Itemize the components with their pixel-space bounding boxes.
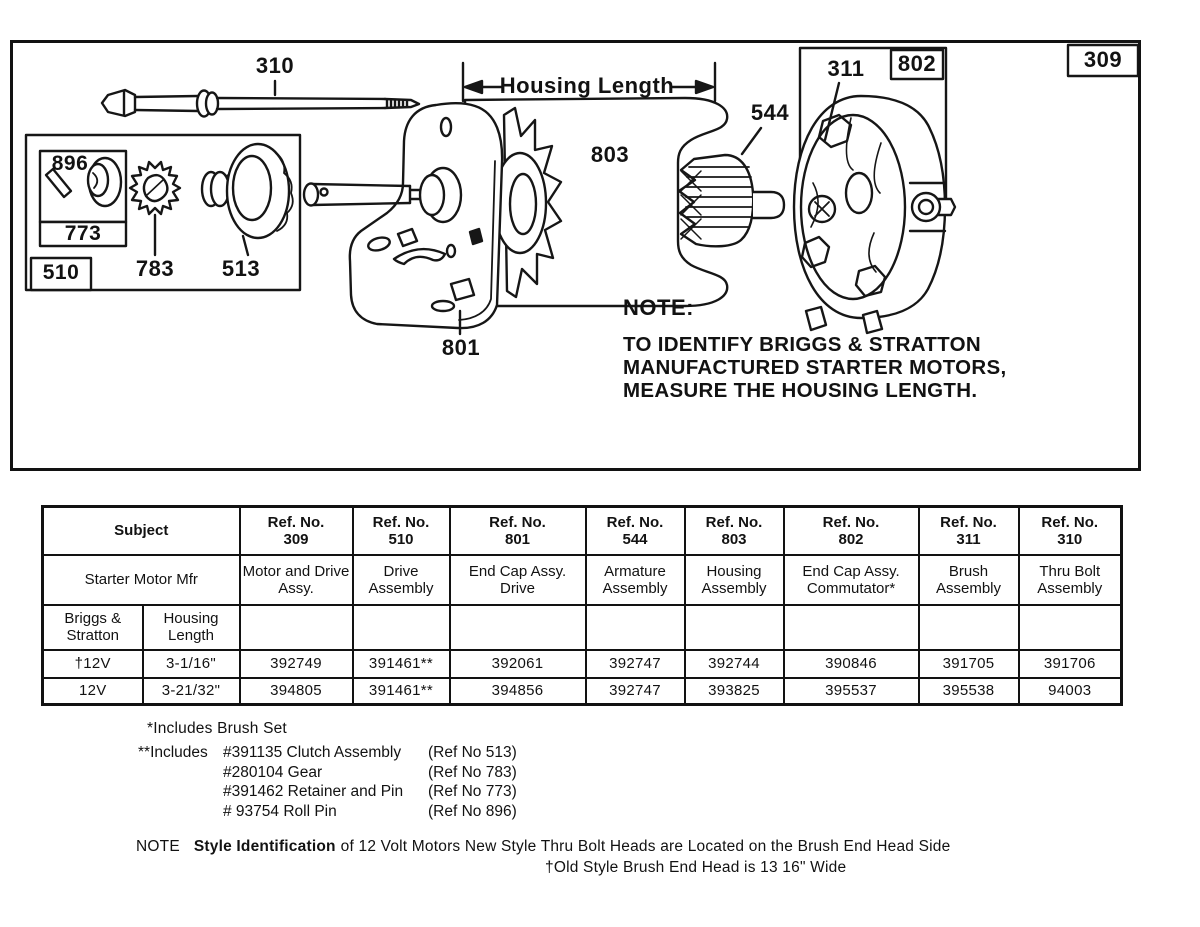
part-number-cell: 391705 — [919, 650, 1019, 678]
ref-label: Ref. No. — [822, 513, 880, 531]
note-line: TO IDENTIFY BRIGGS & STRATTON — [623, 333, 981, 356]
bottom-note-label: NOTE — [136, 838, 180, 855]
housing-length-cell: 3-1/16" — [143, 650, 240, 678]
housing-length-subheader: Housing Length — [143, 605, 240, 650]
table-row — [43, 678, 1122, 705]
ref-label: Ref. No. — [705, 513, 763, 531]
table-header-row — [43, 507, 1122, 555]
table-cell-empty — [586, 605, 685, 650]
col-desc-310: Thru Bolt Assembly — [1019, 555, 1122, 605]
footnote-ref: (Ref No 773) — [428, 783, 517, 800]
col-desc-309: Motor and Drive Assy. — [240, 555, 353, 605]
style-identification-note — [136, 838, 950, 856]
brush-end-cap-drawing — [794, 48, 955, 333]
identification-note — [623, 295, 1006, 402]
part-number-cell: 394805 — [240, 678, 353, 705]
col-desc-802: End Cap Assy. Commutator* — [784, 555, 919, 605]
table-description-row — [43, 555, 1122, 605]
note-line: MEASURE THE HOUSING LENGTH. — [623, 379, 978, 402]
thru-bolt-drawing — [102, 81, 419, 117]
old-style-note: †Old Style Brush End Head is 13 16" Wide — [545, 859, 847, 876]
table-cell-empty — [353, 605, 450, 650]
col-desc-544: Armature Assembly — [586, 555, 685, 605]
table-cell-empty — [450, 605, 586, 650]
ref-label: Ref. No. — [267, 513, 325, 531]
drive-end-cap-drawing — [304, 103, 502, 334]
ref-no: 544 — [622, 530, 648, 548]
footnote-part: # 93754 Roll Pin — [223, 802, 337, 820]
col-header-802 — [784, 507, 919, 555]
col-header-803 — [685, 507, 784, 555]
part-label-309: 309 — [1083, 47, 1123, 72]
ref-no: 510 — [388, 530, 414, 548]
part-number-cell: 392061 — [450, 650, 586, 678]
part-label-773: 773 — [64, 222, 102, 245]
bottom-note-text: of 12 Volt Motors New Style Thru Bolt Heads are Located on the Brush End Head Side — [340, 838, 951, 855]
col-header-311 — [919, 507, 1019, 555]
footnote-prefix-spacer — [138, 783, 223, 802]
part-label-510: 510 — [42, 261, 80, 284]
table-cell-empty — [1019, 605, 1122, 650]
part-number-cell: 94003 — [1019, 678, 1122, 705]
armature-drawing — [679, 128, 784, 246]
part-label-783: 783 — [135, 256, 175, 281]
part-number-cell: 392744 — [685, 650, 784, 678]
bottom-note-emphasis: Style Identification — [193, 838, 336, 855]
leader-544 — [742, 128, 761, 154]
part-label-896: 896 — [51, 152, 89, 175]
voltage-cell: 12V — [43, 678, 143, 705]
part-label-801: 801 — [441, 335, 481, 360]
col-header-309 — [240, 507, 353, 555]
col-desc-803: Housing Assembly — [685, 555, 784, 605]
ref-label: Ref. No. — [489, 513, 546, 531]
col-header-801 — [450, 507, 586, 555]
ref-no: 801 — [504, 530, 531, 548]
housing-length-label: Housing Length — [499, 73, 675, 98]
ref-no: 803 — [721, 530, 747, 548]
footnote-ref: (Ref No 783) — [428, 763, 517, 781]
exploded-diagram — [13, 43, 1138, 468]
dimension-arrow-right — [696, 81, 713, 93]
housing-length-cell: 3-21/32" — [143, 678, 240, 705]
table-cell-empty — [240, 605, 353, 650]
part-number-cell: 395538 — [919, 678, 1019, 705]
ref-label: Ref. No. — [606, 513, 664, 531]
part-number-cell: 391706 — [1019, 650, 1122, 678]
note-line: MANUFACTURED STARTER MOTORS, — [623, 356, 1007, 379]
ref-label: Ref. No. — [1041, 513, 1099, 531]
part-number-cell: 394856 — [450, 678, 586, 705]
dimension-arrow-left — [465, 81, 482, 93]
footnote-includes-block — [138, 744, 517, 821]
ref-label: Ref. No. — [372, 513, 430, 531]
part-number-cell: 390846 — [784, 650, 919, 678]
part-number-cell: 392749 — [240, 650, 353, 678]
ref-no: 309 — [283, 530, 309, 548]
ref-label: Ref. No. — [940, 513, 997, 531]
col-header-310 — [1019, 507, 1122, 555]
table-cell-empty — [919, 605, 1019, 650]
mfr-subheader: Briggs & Stratton — [43, 605, 143, 650]
table-row — [43, 650, 1122, 678]
note-heading: NOTE: — [623, 295, 694, 320]
part-number-cell: 391461** — [353, 678, 450, 705]
col-header-510 — [353, 507, 450, 555]
table-subheader-row — [43, 605, 1122, 650]
col-header-544 — [586, 507, 685, 555]
diagram-frame — [10, 40, 1141, 471]
part-label-802: 802 — [897, 51, 937, 76]
ref-no: 310 — [1057, 530, 1083, 548]
table-cell-empty — [784, 605, 919, 650]
voltage-cell: †12V — [43, 650, 143, 678]
footnote-part: #391135 Clutch Assembly — [223, 744, 402, 761]
footnote-brush-set: *Includes Brush Set — [147, 720, 287, 737]
part-label-803: 803 — [590, 142, 630, 167]
part-label-310: 310 — [255, 53, 295, 78]
mfr-header: Starter Motor Mfr — [43, 555, 240, 605]
col-desc-311: Brush Assembly — [919, 555, 1019, 605]
part-number-cell: 392747 — [586, 678, 685, 705]
part-number-cell: 395537 — [784, 678, 919, 705]
part-number-cell: 391461** — [353, 650, 450, 678]
ref-no: 802 — [838, 530, 864, 548]
footnote-ref: (Ref No 513) — [428, 744, 517, 761]
subject-header: Subject — [43, 507, 240, 555]
footnote-prefix-spacer — [138, 803, 223, 822]
table-cell-empty — [685, 605, 784, 650]
part-label-544: 544 — [750, 100, 790, 125]
ref-no: 311 — [956, 530, 981, 548]
part-number-cell: 393825 — [685, 678, 784, 705]
part-number-cell: 392747 — [586, 650, 685, 678]
col-desc-801: End Cap Assy. Drive — [450, 555, 586, 605]
col-desc-510: Drive Assembly — [353, 555, 450, 605]
parts-table — [41, 505, 1123, 706]
footnote-part: #391462 Retainer and Pin — [223, 783, 404, 800]
footnote-ref: (Ref No 896) — [428, 802, 517, 820]
part-label-513: 513 — [221, 256, 261, 281]
part-label-311: 311 — [827, 56, 865, 81]
footnote-prefix-spacer — [138, 764, 223, 783]
footnote-prefix: **Includes — [138, 744, 208, 761]
footnote-part: #280104 Gear — [223, 763, 323, 781]
